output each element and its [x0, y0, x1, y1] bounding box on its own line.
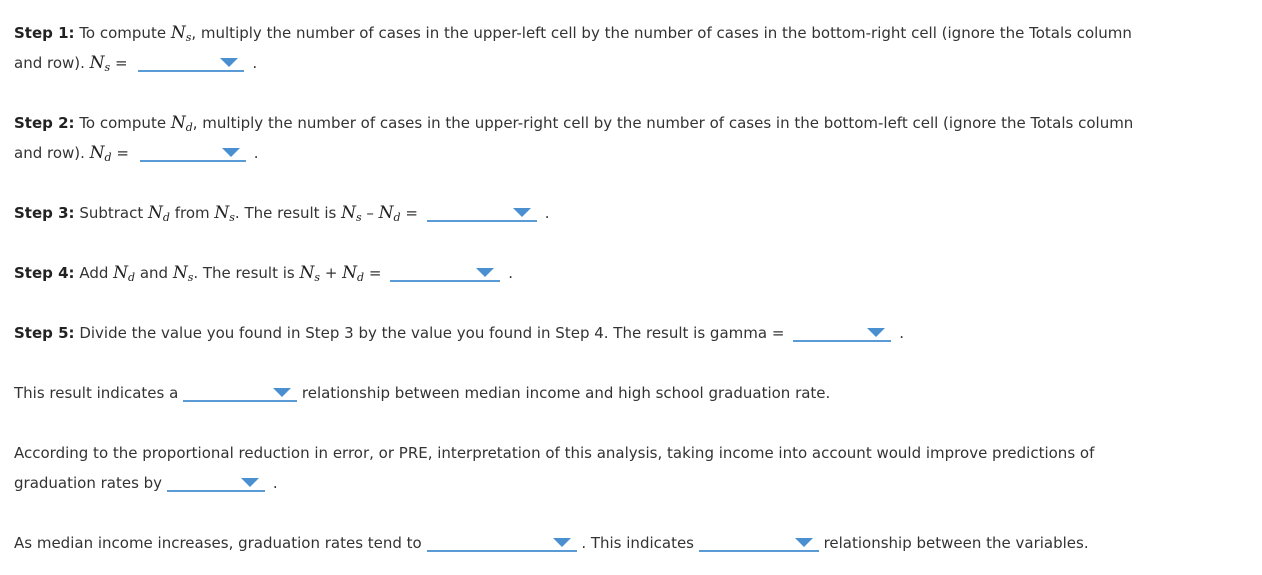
caret-down-icon — [553, 538, 571, 547]
step5-gamma-dropdown[interactable] — [793, 324, 891, 342]
step3-difference-dropdown[interactable] — [427, 204, 537, 222]
step2-equals: = — [111, 144, 129, 162]
ns-symbol: $N_s$ — [89, 53, 111, 74]
nd-symbol: $N_d$ — [148, 203, 170, 224]
caret-down-icon — [220, 58, 238, 67]
caret-down-icon — [795, 538, 813, 547]
ns-symbol: $N_s$ — [170, 23, 192, 44]
nd-symbol: $N_d$ — [170, 113, 193, 134]
pre-improvement-dropdown[interactable] — [167, 474, 265, 492]
nd-symbol: $N_d$ — [113, 263, 136, 284]
relationship-strength-dropdown[interactable] — [183, 384, 297, 402]
nd-symbol: $N_d$ — [378, 203, 401, 224]
relationship-direction-dropdown[interactable] — [699, 534, 819, 552]
step3-line: Step 3: Subtract $N_d$ from $N_s$. The result is $N_s - N_d$ = . — [14, 203, 550, 224]
nd-symbol: $N_d$ — [89, 143, 112, 164]
step2-text-b: , multiply the number of cases in the upper-right cell by the number of cases in the bottom-left cell (ignore the Totals column — [192, 114, 1134, 132]
step2-nd-dropdown[interactable] — [140, 144, 246, 162]
caret-down-icon — [222, 148, 240, 157]
step2-label: Step 2: — [14, 114, 75, 132]
pre-line1: According to the proportional reduction in error, or PRE, interpretation of this analysis, taking income into account would improve predictions of — [14, 444, 1095, 462]
step3-label: Step 3: — [14, 204, 75, 222]
step1-equals: = — [110, 54, 128, 72]
step2-line2: and row). $N_d$ = . — [14, 143, 259, 164]
step1-line2: and row). $N_s$ = . — [14, 53, 258, 74]
ns-symbol: $N_s$ — [299, 263, 321, 284]
step2-text-c: and row). — [14, 144, 90, 162]
step1-text-a: To compute — [74, 24, 171, 42]
caret-down-icon — [513, 208, 531, 217]
ns-symbol: $N_s$ — [341, 203, 362, 224]
caret-down-icon — [476, 268, 494, 277]
step4-line: Step 4: Add $N_d$ and $N_s$. The result is $N_s + N_d$ = . — [14, 263, 513, 284]
caret-down-icon — [241, 478, 259, 487]
trend-line: As median income increases, graduation rates tend to . This indicates relationship between the variables. — [14, 534, 1089, 552]
step4-label: Step 4: — [14, 264, 75, 282]
step4-sum-dropdown[interactable] — [390, 264, 500, 282]
step1-line1 — [14, 22, 1132, 44]
pre-line2: graduation rates by . — [14, 474, 278, 492]
step5-label: Step 5: — [14, 324, 75, 342]
nd-symbol: $N_d$ — [342, 263, 365, 284]
trend-direction-dropdown[interactable] — [427, 534, 577, 552]
caret-down-icon — [273, 388, 291, 397]
ns-symbol: $N_s$ — [172, 263, 194, 284]
step1-text-c: and row). — [14, 54, 90, 72]
result-line: This result indicates a relationship between median income and high school graduation rate. — [14, 384, 831, 402]
ns-symbol: $N_s$ — [214, 203, 235, 224]
step1-label: Step 1: — [14, 24, 75, 42]
caret-down-icon — [867, 328, 885, 337]
step2-line1 — [14, 112, 1133, 134]
step5-line: Step 5: Divide the value you found in Step 3 by the value you found in Step 4. The result is gamma = . — [14, 324, 904, 342]
step2-text-a: To compute — [74, 114, 171, 132]
step1-text-b: , multiply the number of cases in the upper-left cell by the number of cases in the bottom-right cell (ignore the Totals column — [191, 24, 1132, 42]
step1-ns-dropdown[interactable] — [138, 54, 244, 72]
